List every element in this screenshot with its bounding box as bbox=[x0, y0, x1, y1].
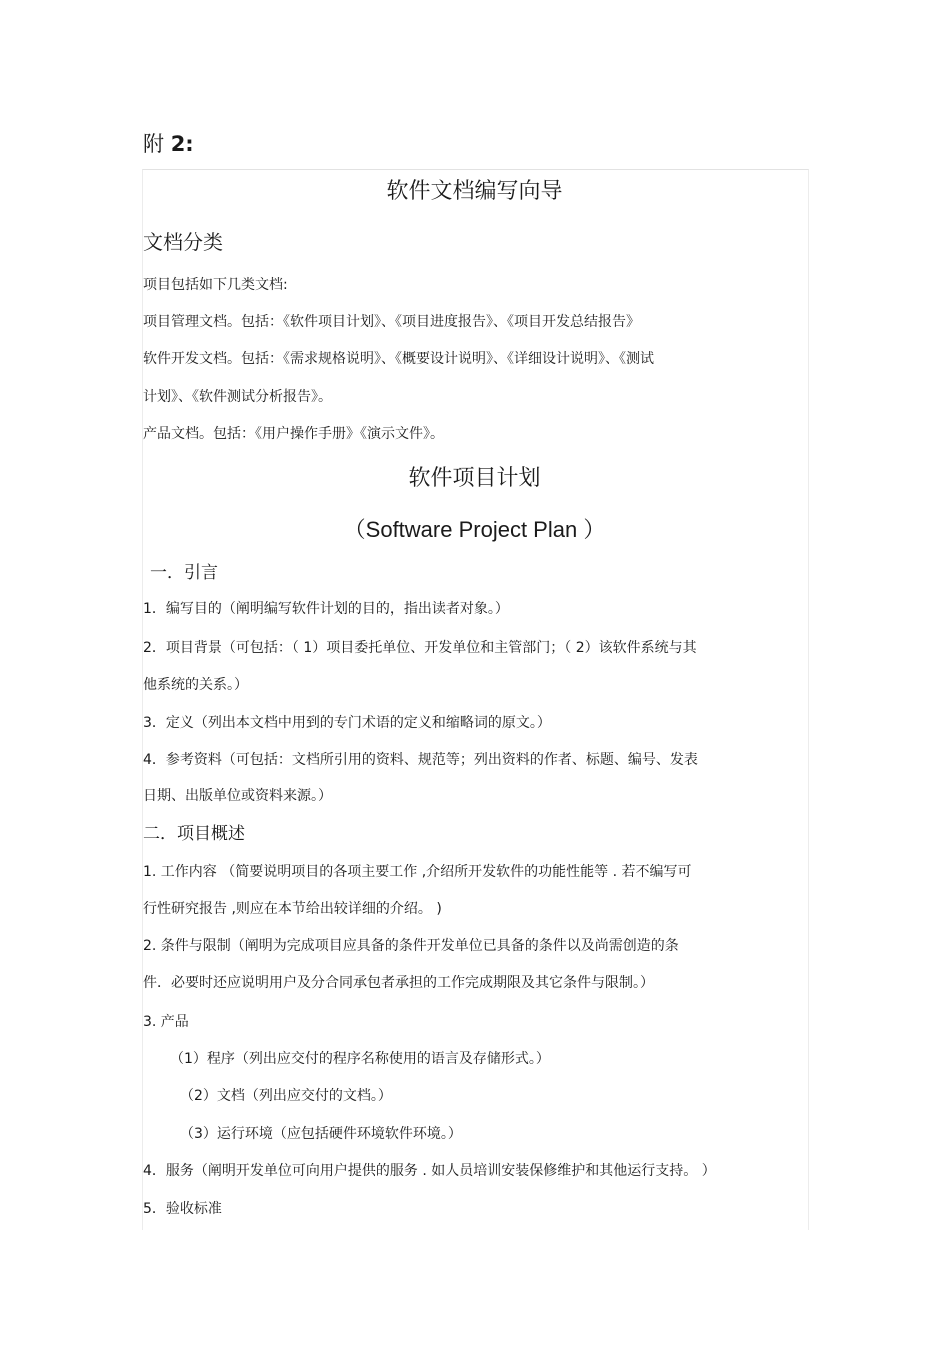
product-docs: 产品文档。包括：《用户操作手册》《演示文件》。 bbox=[143, 426, 444, 442]
section2-item4: 4．服务（阐明开发单位可向用户提供的服务 . 如人员培训安装保修维护和其他运行支持。 ） bbox=[143, 1163, 716, 1179]
development-docs-line1: 软件开发文档。包括：《需求规格说明》、《概要设计说明》、《详细设计说明》、《测试 bbox=[143, 351, 654, 367]
plan-title: 软件项目计划 bbox=[408, 466, 541, 491]
section2-item2-line2: 件．必要时还应说明用户及分合同承包者承担的工作完成期限及其它条件与限制。） bbox=[143, 975, 654, 991]
management-docs: 项目管理文档。包括：《软件项目计划》、《项目进度报告》、《项目开发总结报告》 bbox=[143, 314, 640, 330]
section2-item3: 3. 产品 bbox=[143, 1014, 189, 1030]
section1-item2-line2: 他系统的关系。） bbox=[143, 677, 248, 693]
section2-item1-line1: 1. 工作内容 （简要说明项目的各项主要工作 ,介绍所开发软件的功能性能等 . 若不编写可 bbox=[143, 864, 692, 880]
plan-subtitle: （Software Project Plan ） bbox=[343, 517, 606, 542]
section2-item1-line2: 行性研究报告 ,则应在本节给出较详细的介绍。 ) bbox=[143, 901, 442, 917]
section2-item3-sub2: （2）文档（列出应交付的文档。） bbox=[180, 1088, 392, 1104]
section1-item1: 1．编写目的（阐明编写软件计划的目的，指出读者对象。） bbox=[143, 601, 509, 617]
section1-item2-line1: 2．项目背景（可包括：（ 1）项目委托单位、开发单位和主管部门；（ 2）该软件系统与其 bbox=[143, 640, 697, 656]
section1-item4-line1: 4．参考资料（可包括：文档所引用的资料、规范等；列出资料的作者、标题、编号、发表 bbox=[143, 752, 698, 768]
guide-title: 软件文档编写向导 bbox=[386, 179, 563, 204]
section1-heading: 一．引言 bbox=[150, 563, 218, 583]
appendix-number: 2: bbox=[170, 132, 194, 156]
section2-heading: 二．项目概述 bbox=[143, 824, 245, 844]
section2-item3-sub3: （3）运行环境（应包括硬件环境软件环境。） bbox=[180, 1126, 462, 1142]
classification-heading: 文档分类 bbox=[143, 230, 223, 254]
appendix-prefix: 附 bbox=[143, 132, 164, 156]
section2-item3-sub1: （1）程序（列出应交付的程序名称使用的语言及存储形式。） bbox=[170, 1051, 550, 1067]
section2-item5: 5．验收标准 bbox=[143, 1201, 222, 1217]
development-docs-line2: 计划》、《软件测试分析报告》。 bbox=[143, 389, 332, 405]
section1-item4-line2: 日期、出版单位或资料来源。） bbox=[143, 788, 332, 804]
section2-item2-line1: 2. 条件与限制（阐明为完成项目应具备的条件开发单位已具备的条件以及尚需创造的条 bbox=[143, 938, 679, 954]
section1-item3: 3．定义（列出本文档中用到的专门术语的定义和缩略词的原文。） bbox=[143, 715, 551, 731]
classification-intro: 项目包括如下几类文档: bbox=[143, 277, 288, 293]
appendix-label bbox=[143, 128, 194, 158]
